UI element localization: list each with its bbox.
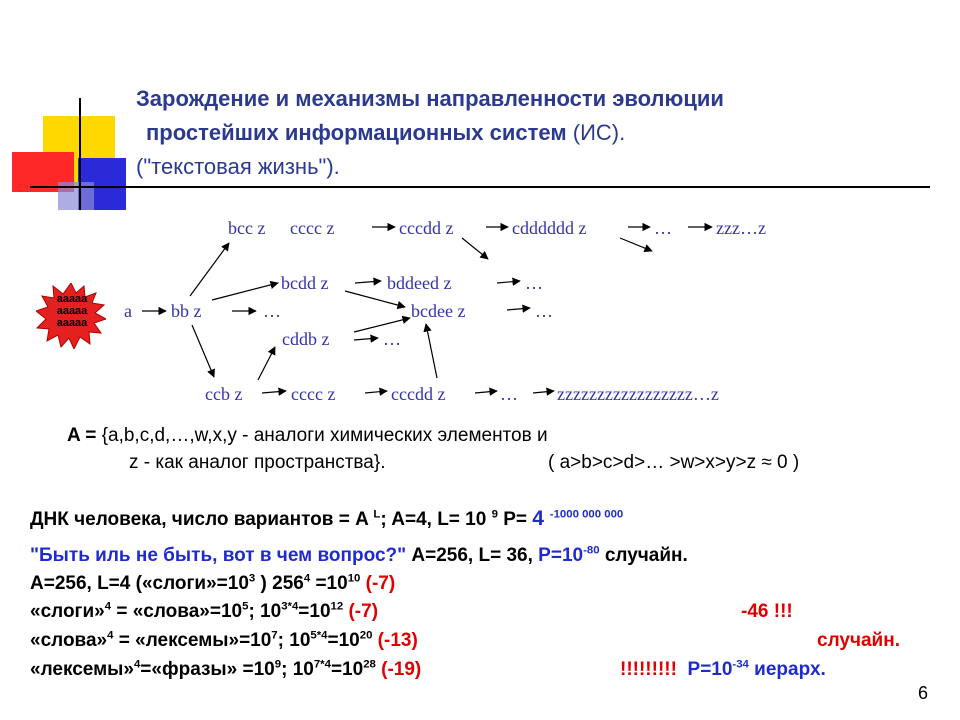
calc-line-3: [30, 630, 418, 652]
calc-3-c: ; 10: [277, 630, 311, 651]
calc-4-red: (-19): [375, 659, 422, 680]
starburst-line-3: aaaaa: [56, 317, 88, 329]
node-ellipsis-row3a: …: [263, 301, 281, 321]
node-bb-z: bb z: [171, 301, 202, 321]
dna-p-exp: -1000 000 000: [549, 508, 624, 521]
dna-line: [30, 507, 623, 531]
calc-4-d: =10: [330, 659, 364, 680]
calc-2-d-sup: 12: [330, 600, 344, 613]
starburst-line-1: aaaaa: [56, 293, 88, 305]
calc-3-right: случайн.: [817, 630, 900, 651]
quote-tail: случайн.: [599, 545, 688, 566]
calc-4-b-sup: 9: [274, 658, 282, 671]
node-bcdd-z: bcdd z: [281, 273, 329, 293]
title-line-2-plain: (ИС).: [566, 120, 626, 145]
calc-line-1: [30, 573, 395, 595]
node-zzzzz-z: zzzzzzzzzzzzzzzzz…z: [557, 384, 719, 404]
dna-p-label: P=: [497, 509, 533, 530]
calc-2-a-sup: 4: [104, 600, 112, 613]
calc-4-b: =«фразы» =10: [140, 659, 275, 680]
node-cccc-z-bottom: cccc z: [291, 384, 336, 404]
node-ellipsis-row4: …: [383, 329, 401, 349]
calc-2-c-sup: 3*4: [281, 600, 299, 613]
quote-line: [30, 545, 688, 567]
dna-sup-9: 9: [491, 508, 498, 521]
quote-text: "Быть иль не быть, вот в чем вопрос?": [30, 545, 407, 566]
arrow-bb-ccb: [192, 325, 214, 377]
arrow-ellipsis-zzzzz: [533, 391, 554, 393]
arrow-cccdd-bcdee: [426, 324, 437, 378]
quote-params: A=256, L= 36,: [406, 545, 539, 566]
alphabet-line-1: [67, 425, 548, 447]
arrow-cccdd-down: [462, 238, 488, 259]
calc-3-b: = «лексемы»=10: [113, 630, 272, 651]
calc-3-a-sup: 4: [107, 629, 114, 642]
dna-sup-L: L: [373, 508, 381, 521]
calc-3-a: «слова»: [30, 630, 108, 651]
node-bcc-z: bcc z: [228, 218, 266, 238]
arrow-ccb-cddb: [258, 347, 275, 380]
calc-2-b: = «слова»=10: [111, 601, 243, 622]
calc-2-red: (-7): [343, 601, 379, 622]
node-cdddddd-z: cdddddd z: [512, 218, 587, 238]
calc-1-c-sup: 10: [347, 572, 361, 585]
calc-4-tail: иерарх.: [748, 659, 826, 680]
starburst-line-2: aaaaa: [56, 305, 88, 317]
alphabet-label: A =: [67, 425, 102, 446]
calc-1-c: =10: [310, 573, 348, 594]
node-ellipsis-row3b: …: [535, 301, 553, 321]
calc-3-red: (-13): [372, 630, 418, 651]
calc-2-c: ; 10: [248, 601, 282, 622]
alphabet-set: {a,b,c,d,…,w,x,y -: [101, 425, 254, 446]
quote-p-exp: -80: [583, 544, 600, 557]
node-ellipsis-bottom: …: [500, 384, 518, 404]
calc-2-b-sup: 5: [242, 600, 249, 613]
calc-1-red: (-7): [360, 573, 396, 594]
arrow-bddeed-ellipsis: [497, 281, 520, 283]
calc-3-b-sup: 7: [271, 629, 278, 642]
node-cccdd-z-top: cccdd z: [399, 218, 454, 238]
arrow-bcdd-bddeed: [355, 281, 381, 283]
calc-1-b-sup: 4: [303, 572, 311, 585]
calc-4-right: [620, 659, 826, 681]
calc-2-right: -46 !!!: [741, 601, 793, 622]
node-cddb-z: cddb z: [282, 329, 330, 349]
calc-line-2: [30, 601, 378, 623]
title-line-1: Зарождение и механизмы направленности эволюции: [136, 86, 724, 111]
calc-1-a: A=256, L=4 («слоги»=10: [30, 573, 249, 594]
node-a: a: [124, 301, 132, 321]
node-bcdee-z: bcdee z: [411, 301, 466, 321]
calc-4-d-sup: 28: [363, 658, 376, 671]
alphabet-desc: аналоги химических элементов и: [253, 425, 548, 446]
node-ellipsis-row2: …: [525, 273, 543, 293]
calc-4-c: ; 10: [281, 659, 314, 680]
title-line-3: ("текстовая жизнь").: [136, 154, 340, 179]
calc-4-p: P=10: [687, 659, 733, 680]
arrow-bcdd-bcdee: [345, 291, 405, 307]
node-zzz-z: zzz…z: [716, 218, 766, 238]
calc-4-a: «лексемы»: [30, 659, 134, 680]
calc-1-a-sup: 3: [248, 572, 256, 585]
title-line-2-bold: простейших информационных систем: [146, 120, 567, 145]
node-ellipsis-top: …: [654, 218, 672, 238]
arrow-bb-bcdd: [212, 283, 278, 300]
calc-4-p-sup: -34: [732, 658, 749, 671]
arrow-cccc-cccdd-bottom: [365, 391, 387, 393]
arrow-cccdd-ellipsis-bottom: [475, 391, 497, 393]
dna-text: ДНК человека, число вариантов = A: [30, 509, 374, 530]
calc-1-b: ) 256: [255, 573, 304, 594]
node-bddeed-z: bddeed z: [387, 273, 452, 293]
calc-3-d-sup: 20: [359, 629, 373, 642]
arrow-ccb-cccc: [262, 391, 286, 393]
alphabet-z-desc: z - как аналог пространства}.: [129, 452, 386, 473]
dna-mid: ; A=4, L= 10: [380, 509, 492, 530]
calc-4-a-sup: 4: [133, 658, 141, 671]
arrow-cddb-ellipsis: [354, 338, 378, 340]
calc-2-d: =10: [298, 601, 331, 622]
quote-p: P=10: [538, 545, 584, 566]
node-cccdd-z-bottom: cccdd z: [391, 384, 446, 404]
arrow-bcdee-ellipsis: [507, 308, 530, 310]
calc-line-4: [30, 659, 421, 681]
page-number: 6: [918, 683, 929, 703]
node-ccb-z: ccb z: [205, 384, 243, 404]
dna-p-base: 4: [532, 507, 550, 530]
node-cccc-z-top: cccc z: [290, 218, 335, 238]
arrow-cddb-bcdee: [354, 318, 410, 332]
alphabet-order: ( a>b>c>d>… >w>x>y>z ≈ 0 ): [548, 452, 800, 473]
calc-4-c-sup: 7*4: [313, 658, 331, 671]
calc-3-c-sup: 5*4: [310, 629, 328, 642]
calc-4-bang: !!!!!!!!!: [620, 659, 677, 680]
arrow-bb-bcc: [190, 243, 229, 296]
arrow-cdddddd-down: [620, 238, 652, 251]
calc-3-d: =10: [327, 630, 360, 651]
calc-2-a: «слоги»: [30, 601, 105, 622]
